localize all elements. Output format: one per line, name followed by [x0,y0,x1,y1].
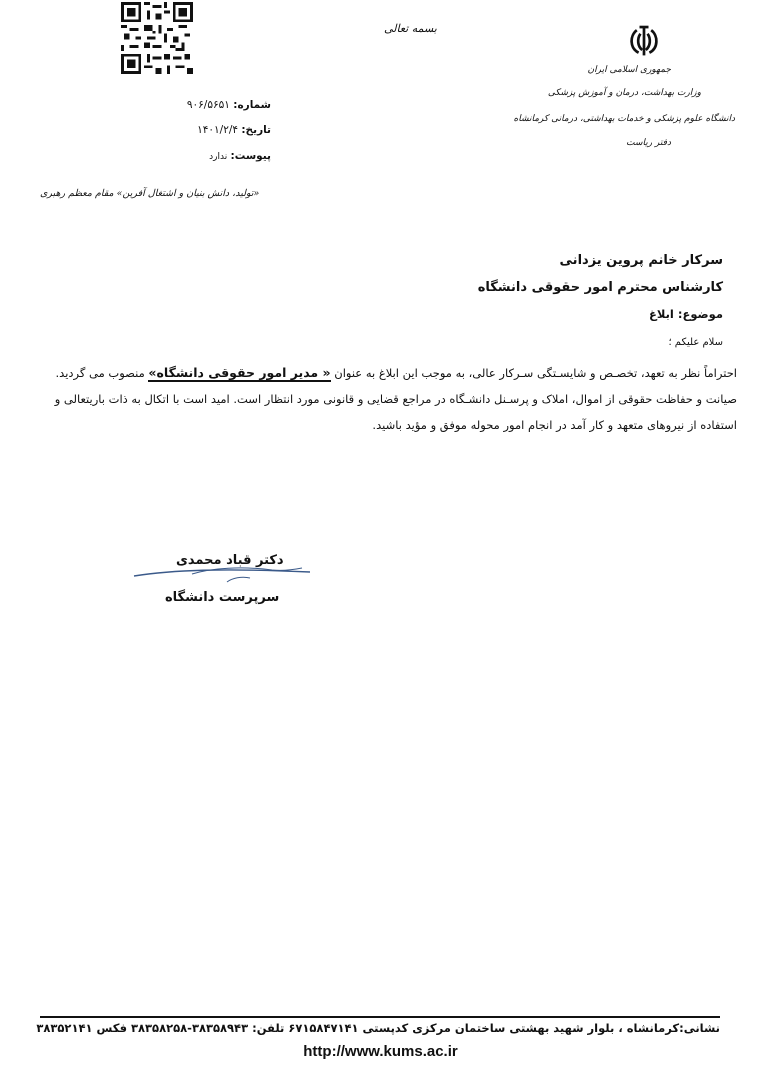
ministry-line-university: دانشگاه علوم پزشکی و خدمات بهداشتی، درمانی کرمانشاه [513,114,735,124]
basmala: بسمه تعالی [384,22,437,35]
annual-slogan: «تولید، دانش بنیان و اشتغال آفرین» مقام معظم رهبری [40,188,260,199]
ministry-line-ministry: وزارت بهداشت، درمان و آموزش پزشکی [547,88,701,98]
ministry-line-country: جمهوری اسلامی ایران [587,65,671,75]
subject-label: موضوع: [677,307,723,321]
signatory-name: دکتر قباد محمدی [176,553,284,568]
footer-address: نشانی:کرمانشاه ، بلوار شهید بهشتی ساختمان مرکزی کدپستی ۶۷۱۵۸۴۷۱۴۱ تلفن: ۳۸۳۵۸۹۴۳-۳۸۳۵۸۲۵۸ فکس ۳۸۳۵۲۱۴۱ [36,1021,720,1035]
greeting: سلام علیکم ؛ [668,337,723,348]
footer-website-link[interactable]: http://www.kums.ac.ir [303,1043,458,1060]
body-text-part1: احتراماً نظر به تعهد، تخصـص و شایسـتگی سـرکار عالی، به موجب این ابلاغ به عنوان [330,366,737,380]
ministry-line-office: دفتر ریاست [626,138,671,148]
body-text-part2: منصوب می گردید. صیانت و حفاظت حقوقی از اموال، املاک و پرسـنل دانشـگاه در مراجع قضایی و قانونی مورد انتظار است. امید است با اتکال به ذات باریتعالی و استفاده از نیروهای متعهد و کار آمد در انجام امور محوله موفق و مؤید باشید. [54,366,737,432]
recipient-title: کارشناس محترم امور حقوقی دانشگاه [477,280,723,295]
appointment-title: « مدیر امور حقوقی دانشگاه» [148,365,331,380]
letter-date [197,124,271,136]
letter-date-value: ۱۴۰۱/۲/۴ [197,124,239,136]
iran-emblem-icon [626,22,662,60]
subject [649,307,723,321]
letter-attachment-label: پیوست: [230,150,271,162]
letter-number-label: شماره: [233,99,271,111]
qr-code-icon [120,2,194,74]
letter-attachment [209,150,271,162]
letter-number [187,99,271,111]
signatory-title: سرپرست دانشگاه [165,590,280,605]
letter-body [37,360,737,438]
letter-attachment-value: ندارد [209,152,228,162]
letter-number-value: ۹۰۶/۵۶۵۱ [186,99,230,111]
recipient-name: سرکار خانم پروین یزدانی [559,253,723,268]
letter-date-label: تاریخ: [241,124,271,136]
subject-value: ابلاغ [649,307,674,321]
qr-code [120,2,194,74]
footer-divider [40,1016,720,1018]
